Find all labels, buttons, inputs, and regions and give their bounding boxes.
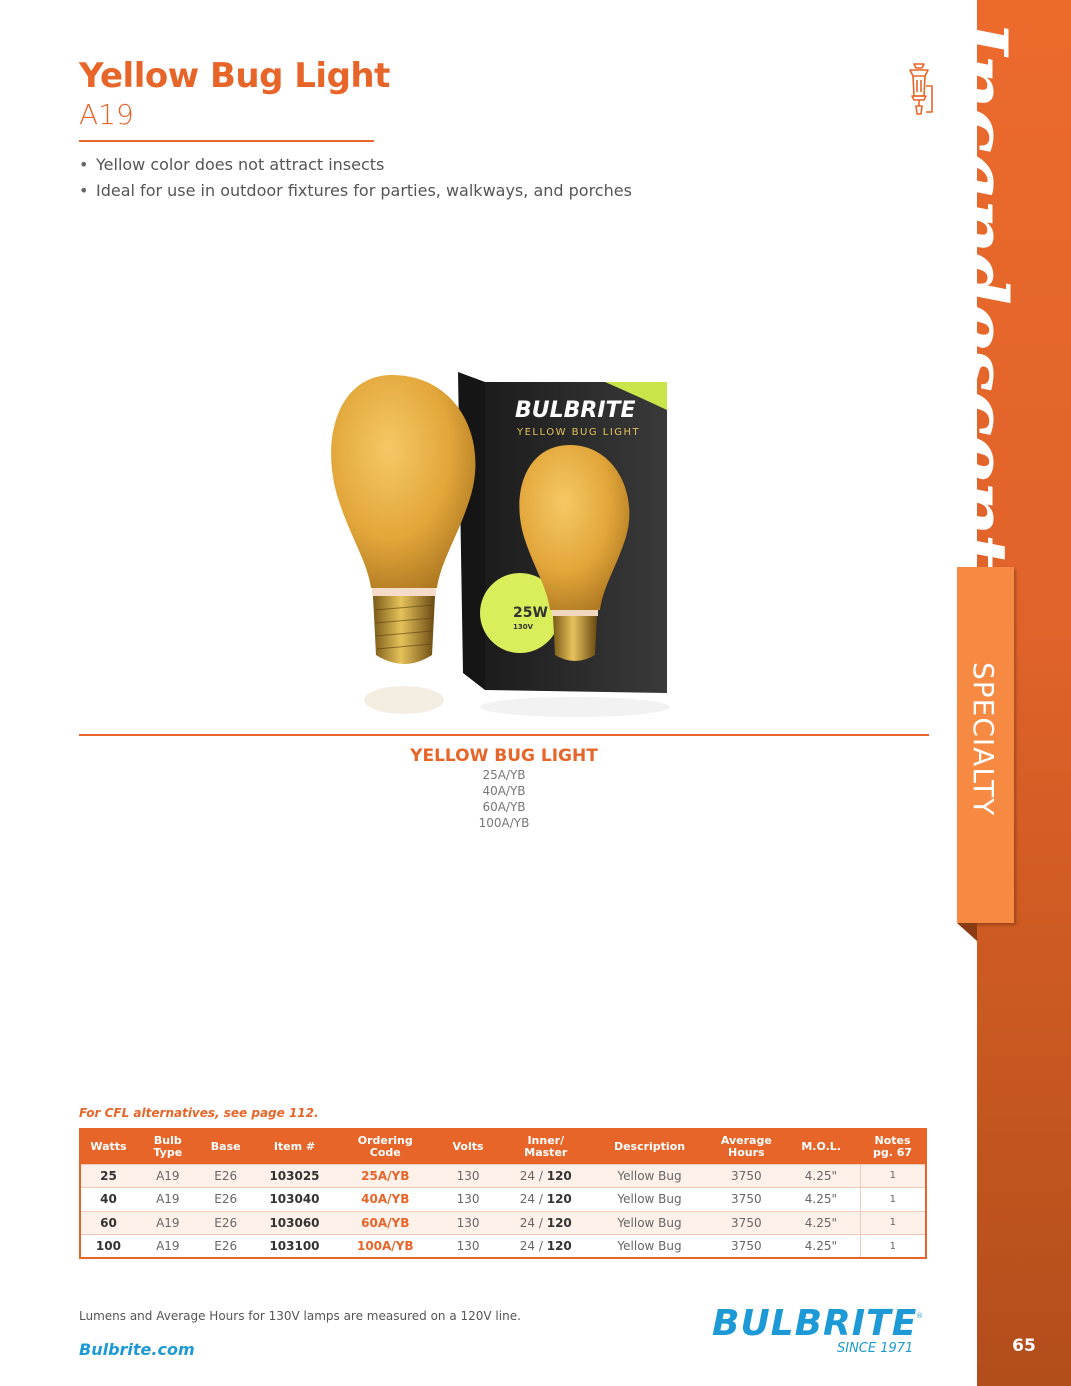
box-voltage-text: 130V	[513, 623, 534, 631]
product-code: 60A/YB	[482, 800, 526, 814]
feature-item	[79, 152, 632, 178]
category-tab-label: SPECIALTY	[967, 662, 1000, 817]
outdoor-lantern-icon	[904, 62, 936, 118]
column-header: Volts	[433, 1129, 503, 1164]
bullet-icon: •	[79, 155, 89, 174]
product-photo	[315, 355, 695, 735]
feature-text: Ideal for use in outdoor fixtures for parties, walkways, and porches	[96, 181, 632, 200]
product-code: 25A/YB	[482, 768, 526, 782]
column-header: Bulb Type	[136, 1129, 200, 1164]
page-title: Yellow Bug Light	[79, 56, 390, 96]
product-heading: YELLOW BUG LIGHT	[410, 746, 598, 766]
spec-table	[79, 1128, 927, 1259]
tab-fold	[957, 923, 977, 941]
box-tagline-text: YELLOW BUG LIGHT	[517, 427, 641, 438]
cfl-note: For CFL alternatives, see page 112.	[79, 1106, 319, 1120]
table-row: 25 A19 E26 103025 25A/YB 130 24 / 120 Yellow Bug 3750 4.25" 1	[80, 1164, 926, 1188]
column-header: Inner/ Master	[503, 1129, 589, 1164]
table-header-row	[80, 1129, 926, 1164]
feature-item	[79, 178, 632, 204]
title-divider	[79, 140, 374, 142]
table-row: 40 A19 E26 103040 40A/YB 130 24 / 120 Yellow Bug 3750 4.25" 1	[80, 1188, 926, 1212]
website-link[interactable]: Bulbrite.com	[79, 1340, 195, 1359]
column-header: Item #	[252, 1129, 338, 1164]
lumens-footnote: Lumens and Average Hours for 130V lamps are measured on a 120V line.	[79, 1309, 521, 1323]
section-divider	[79, 734, 929, 736]
column-header: M.O.L.	[782, 1129, 860, 1164]
table-row: 60 A19 E26 103060 60A/YB 130 24 / 120 Yellow Bug 3750 4.25" 1	[80, 1211, 926, 1235]
bulbrite-logo: BULBRITE	[712, 1303, 918, 1344]
bullet-icon: •	[79, 181, 89, 200]
section-title: Incandescent	[935, 20, 1024, 567]
trademark-mark: ®	[916, 1312, 923, 1320]
logo-since-text: SINCE 1971	[837, 1341, 914, 1356]
table-row: 100 A19 E26 103100 100A/YB 130 24 / 120 Yellow Bug 3750 4.25" 1	[80, 1235, 926, 1259]
page-number: 65	[1012, 1336, 1036, 1356]
box-brand-text: BULBRITE	[515, 398, 636, 423]
product-code: 40A/YB	[482, 784, 526, 798]
column-header: Notes pg. 67	[860, 1129, 926, 1164]
column-header: Description	[589, 1129, 711, 1164]
product-code: 100A/YB	[478, 816, 530, 830]
column-header: Average Hours	[710, 1129, 782, 1164]
box-wattage-text: 25W	[513, 605, 548, 621]
feature-text: Yellow color does not attract insects	[96, 155, 385, 174]
column-header: Watts	[80, 1129, 136, 1164]
column-header: Ordering Code	[337, 1129, 433, 1164]
column-header: Base	[200, 1129, 252, 1164]
product-code-list	[404, 767, 604, 831]
feature-list	[79, 152, 632, 204]
page-subtitle: A19	[79, 98, 134, 131]
